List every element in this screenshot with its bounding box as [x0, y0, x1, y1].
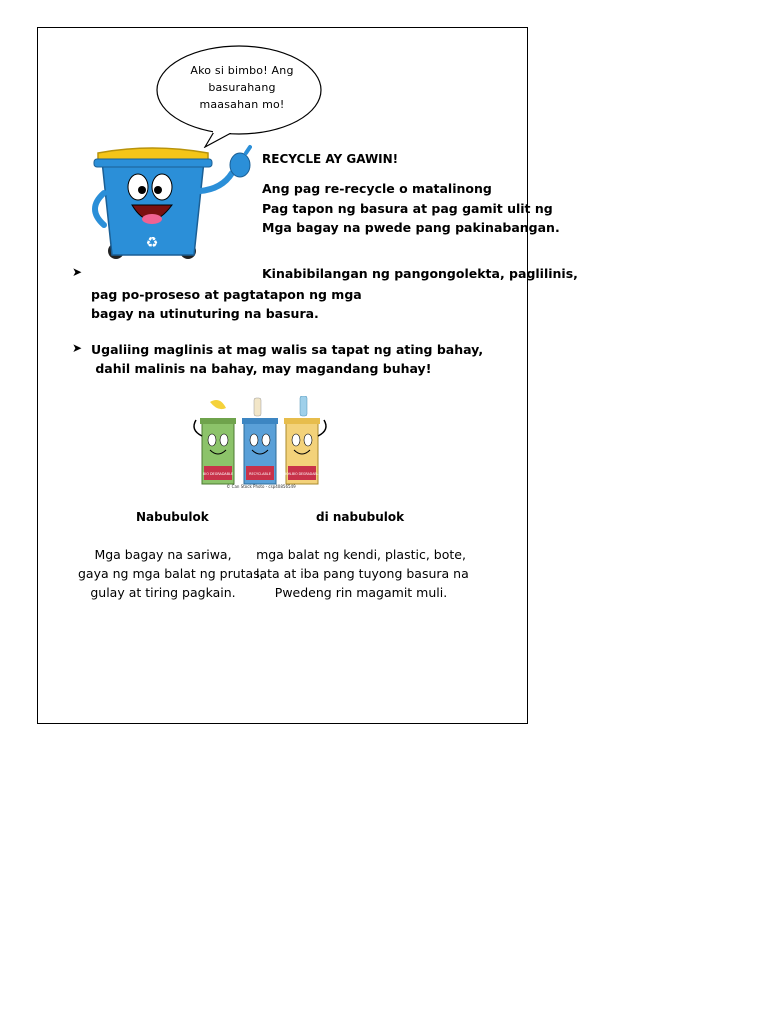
bin-label: RECYCLABLE — [249, 472, 271, 476]
column-line: Mga bagay na sariwa, — [94, 547, 232, 562]
bubble-line: basurahang — [208, 81, 276, 94]
column-line: gaya ng mga balat ng prutas, — [78, 566, 264, 581]
column-heading-biodegradable: Nabubulok — [136, 510, 209, 524]
column-line: Pwedeng rin magamit muli. — [274, 585, 448, 600]
column-line: gulay at tiring pagkain. — [90, 585, 236, 600]
bullet-first-line: Kinabibilangan ng pangongolekta, paglilinis, — [262, 266, 578, 281]
bullet-line: dahil malinis na bahay, may magandang buhay! — [91, 361, 432, 376]
bubble-line: Ako si bimbo! Ang — [190, 64, 294, 77]
non-biodegradable-bin — [284, 396, 326, 484]
column-line: mga balat ng kendi, plastic, bote, — [256, 547, 466, 562]
bullet-line: pag po-proseso at pagtatapon ng mga — [91, 287, 362, 302]
column-heading-non-biodegradable: di nabubulok — [316, 510, 405, 524]
bin-label: NON-BIO DEGRADABLE — [283, 472, 321, 476]
bullet-continuation — [91, 285, 362, 323]
bullet-text — [91, 340, 483, 378]
intro-line: Mga bagay na pwede pang pakinabangan. — [262, 220, 560, 235]
column-line: lata at iba pang tuyong basura na — [256, 566, 469, 581]
bullet-line: bagay na utinuturing na basura. — [91, 306, 319, 321]
bin-label: BIO DEGRADABLE — [202, 472, 234, 476]
section-title: RECYCLE AY GAWIN! — [262, 152, 399, 166]
column-text-biodegradable — [78, 545, 264, 602]
bullet-line: Ugaliing maglinis at mag walis sa tapat ng ating bahay, — [91, 342, 484, 357]
svg-text:♻: ♻ — [145, 235, 159, 251]
biodegradable-bin — [194, 400, 236, 484]
speech-bubble-text — [178, 62, 306, 113]
intro-line: Ang pag re-recycle o matalinong — [262, 181, 492, 196]
bullet-arrow-icon: ➤ — [72, 341, 83, 355]
recycle-bin-mascot-image — [92, 143, 252, 263]
bubble-line: maasahan mo! — [199, 98, 285, 111]
recyclable-bin — [242, 398, 278, 484]
waste-bins-image — [188, 396, 334, 492]
bullet-arrow-icon: ➤ — [72, 265, 83, 279]
column-text-non-biodegradable — [256, 545, 469, 602]
intro-paragraph — [262, 179, 560, 238]
intro-line: Pag tapon ng basura at pag gamit ulit ng — [262, 200, 553, 216]
image-caption: © Can Stock Photo - csp40856549 — [226, 484, 296, 489]
document-page — [37, 27, 578, 724]
